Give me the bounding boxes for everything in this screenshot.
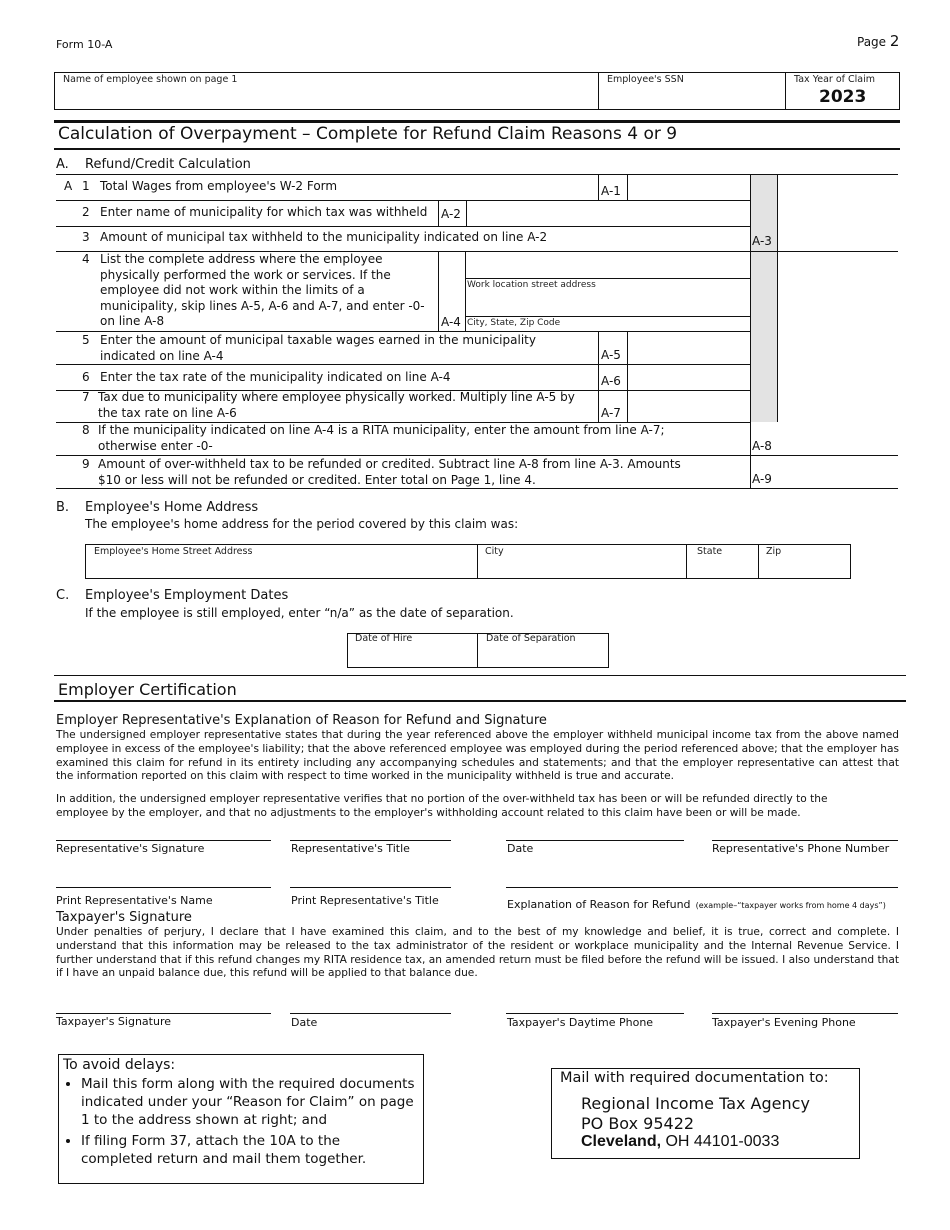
line-num: 1 [82,179,90,193]
calc-section-title: Calculation of Overpayment – Complete for Refund Claim Reasons 4 or 9 [58,124,678,144]
ssn-label: Employee's SSN [607,74,684,85]
a7-input[interactable] [629,392,748,420]
line-code: A-5 [601,348,621,362]
line-text: Enter name of municipality for which tax was withheld [100,205,428,219]
line-num: 3 [82,230,90,244]
line-text: Total Wages from employee's W-2 Form [100,179,338,193]
avoid-delays-bullet: • If filing Form 37, attach the 10A to the completed return and mail them together. [81,1132,415,1168]
a5-input[interactable] [629,333,748,362]
a6-input[interactable] [629,366,748,388]
taxpayer-evening-phone-label: Taxpayer's Evening Phone [712,1016,856,1029]
mail-state-zip: OH 44101-0033 [665,1133,780,1150]
print-title-label: Print Representative's Title [291,894,439,907]
taxpayer-signature-input[interactable] [56,993,271,1012]
section-c-desc: If the employee is still employed, enter “n/a” as the date of separation. [85,606,514,620]
line-code: A-1 [601,184,621,198]
a4-extra-input[interactable] [467,253,749,277]
taxpayer-day-phone-label: Taxpayer's Daytime Phone [507,1016,654,1029]
a9-input[interactable] [779,457,897,486]
page-number: 2 [889,32,900,50]
section-c-letter: C. [56,588,70,603]
line-code: A-9 [752,472,772,486]
home-zip-label: Zip [766,546,782,557]
home-street-input[interactable] [89,558,473,577]
line-num: 7 [82,390,90,404]
avoid-delays-list [63,1075,415,1168]
avoid-delays-box [58,1054,424,1184]
taxpayer-date-input[interactable] [290,993,451,1012]
a-prefix: A [64,179,73,193]
rep-signature-input[interactable] [56,820,271,839]
ssn-input[interactable] [602,88,782,108]
line-code: A-2 [441,207,461,221]
page-label: Page [857,35,887,49]
employer-subtitle: Employer Representative's Explanation of Reason for Refund and Signature [56,713,547,728]
explanation-example: (example–“taxpayer works from home 4 days”) [695,901,886,910]
section-c-title: Employee's Employment Dates [85,588,289,603]
a3-input[interactable] [779,228,897,250]
rep-date-label: Date [507,842,534,855]
employer-verification: In addition, the undersigned employer representative verifies that no portion of the over-withheld tax has been or will be refunded directly to the employee by the employer, and that no adjustments to the employer's withholding account related to this claim have been or will be made. [56,793,828,819]
line-text: List the complete address where the employee physically performed the work or services. If the employee did not work within the limits of a municipality, skip lines A-5, A-6 and A-7, and enter -0- on line A-8 [100,252,425,328]
home-city-label: City [485,546,504,557]
line-text: Amount of over-withheld tax to be refunded or credited. Subtract line A-8 from line A-3. Amounts $10 or less will not be refunded or credited. Enter total on Page 1, line 4. [98,457,681,487]
avoid-delays-title: To avoid delays: [63,1057,176,1073]
home-state-label: State [697,546,723,557]
taxpayer-evening-phone-input[interactable] [712,993,898,1012]
print-title-input[interactable] [290,866,451,886]
line-num: 8 [82,423,90,437]
employer-statement: The undersigned employer representative states that during the year referenced above the employer withheld municipal income tax from the above named employee in excess of the employee's liability; that the above referenced employee was employed during the period referenced above; that the employer has examined this claim for refund in its entirety including any accompanying schedules and statements; and that the employer representative can attest that the information reported on this claim with respect to time worked in the municipality withheld is true and accurate. [56,729,899,783]
line-code: A-8 [752,439,772,453]
mail-agency: Regional Income Tax Agency [581,1094,810,1113]
taxpayer-date-label: Date [291,1016,318,1029]
a1-input[interactable] [629,176,748,198]
line-code: A-4 [441,315,461,329]
rep-phone-label: Representative's Phone Number [712,842,890,855]
home-zip-input[interactable] [762,558,848,577]
line-num: 5 [82,333,90,347]
rep-phone-input[interactable] [712,820,898,839]
work-city-label: City, State, Zip Code [467,318,561,328]
home-street-label: Employee's Home Street Address [94,546,253,557]
tax-year-label: Tax Year of Claim [794,74,875,85]
line-code: A-3 [752,234,772,248]
rep-title-input[interactable] [290,820,451,839]
employer-cert-title: Employer Certification [58,680,237,699]
taxpayer-title: Taxpayer's Signature [56,910,192,925]
work-street-label: Work location street address [467,280,596,290]
mail-po-box: PO Box 95422 [581,1114,695,1133]
line-num: 9 [82,457,90,471]
line-text: Enter the tax rate of the municipality indicated on line A-4 [100,370,451,384]
rep-title-label: Representative's Title [291,842,410,855]
print-name-label: Print Representative's Name [56,894,213,907]
print-name-input[interactable] [56,866,271,886]
section-b-letter: B. [56,500,70,515]
taxpayer-declaration: Under penalties of perjury, I declare that I have examined this claim, and to the best of my knowledge and belief, it is true, correct and complete. I understand that this information may be released to the tax administrator of the resident or workplace municipality and the Internal Revenue Service. I further understand that if this refund changes my RITA residence tax, an amended return must be filed before the refund will be issued. I also understand that if I have an unpaid balance due, this refund will be applied to that balance due. [56,926,899,980]
home-state-input[interactable] [690,558,754,577]
taxpayer-signature-label: Taxpayer's Signature [56,1015,171,1028]
line-num: 6 [82,370,90,384]
section-a-letter: A. [56,157,69,172]
line-code: A-7 [601,406,621,420]
section-a-title: Refund/Credit Calculation [85,157,251,172]
page-indicator [857,32,899,50]
employee-name-input[interactable] [60,88,594,108]
avoid-delays-bullet: • Mail this form along with the required documents indicated under your “Reason for Claim” on page 1 to the address shown at right; and [81,1075,415,1129]
line-text: Amount of municipal tax withheld to the municipality indicated on line A-2 [100,230,548,244]
explanation-label-wrap [507,893,886,912]
line-code: A-6 [601,374,621,388]
a8-input[interactable] [779,424,897,453]
hire-date-input[interactable] [351,646,473,666]
home-city-input[interactable] [481,558,682,577]
line-num: 2 [82,205,90,219]
explanation-input[interactable] [506,866,898,886]
separation-date-input[interactable] [481,646,606,666]
line-text: If the municipality indicated on line A-4 is a RITA municipality, enter the amount from line A-7; otherwise enter -0- [98,423,665,453]
hire-date-label: Date of Hire [355,633,413,644]
line-num: 4 [82,252,90,266]
employee-name-label: Name of employee shown on page 1 [63,74,238,85]
rep-signature-label: Representative's Signature [56,842,205,855]
a2-municipality-input[interactable] [468,202,748,224]
section-b-desc: The employee's home address for the period covered by this claim was: [85,517,519,531]
mail-title: Mail with required documentation to: [560,1070,829,1086]
section-b-title: Employee's Home Address [85,500,259,515]
line-text: Enter the amount of municipal taxable wages earned in the municipality indicated on line A-4 [100,333,536,363]
explanation-label: Explanation of Reason for Refund [507,898,691,911]
tax-year-value: 2023 [819,87,867,107]
rep-date-input[interactable] [506,820,684,839]
mail-city-line [581,1133,779,1151]
separation-date-label: Date of Separation [486,633,576,644]
work-street-input[interactable] [467,292,749,315]
form-id: Form 10-A [56,38,113,51]
line-text: Tax due to municipality where employee physically worked. Multiply line A-5 by the tax rate on line A-6 [98,390,575,420]
mail-city: Cleveland, [581,1133,662,1150]
taxpayer-day-phone-input[interactable] [506,993,684,1012]
